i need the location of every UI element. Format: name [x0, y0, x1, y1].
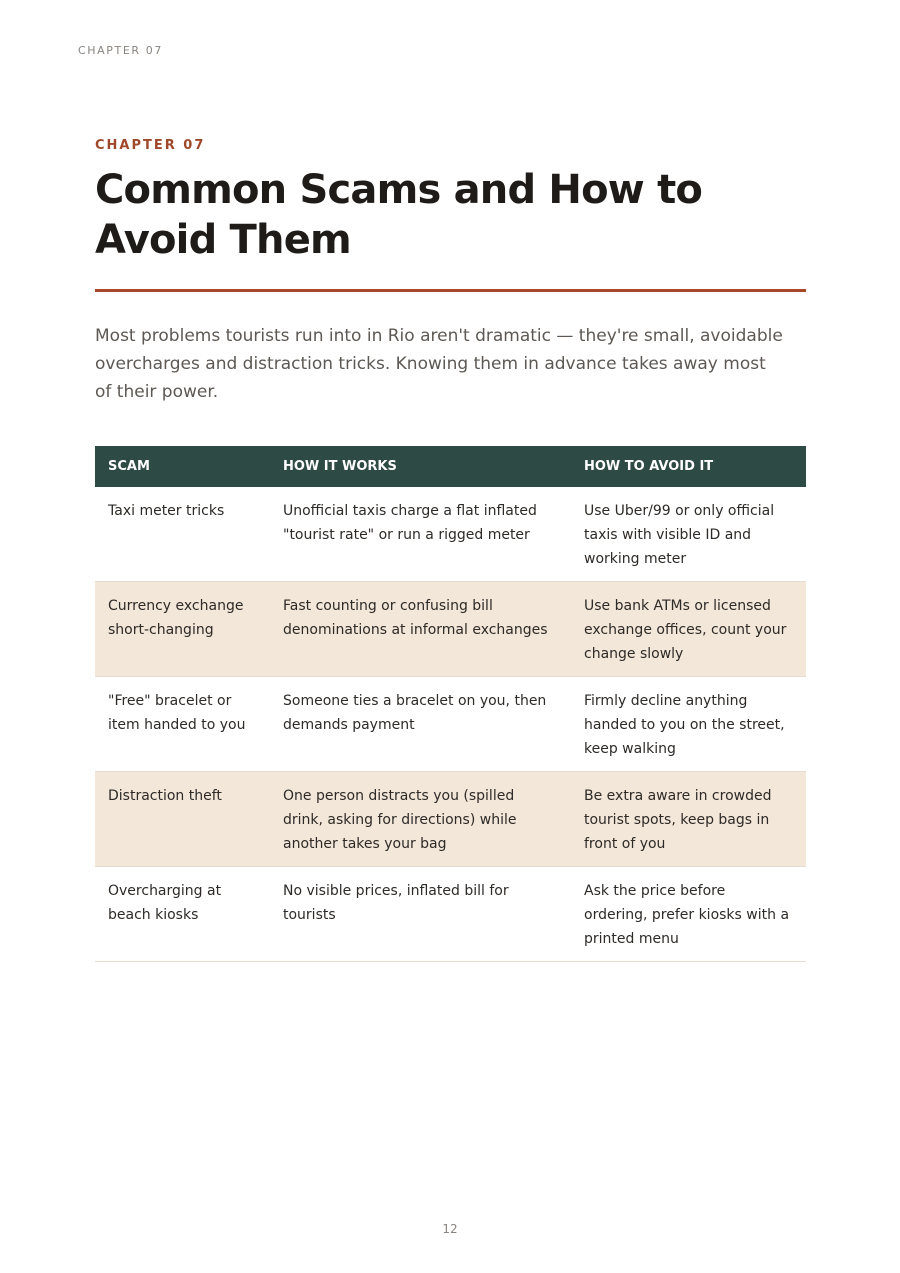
table-row — [95, 487, 806, 582]
page-title: Common Scams and How to Avoid Them — [95, 167, 703, 263]
chapter-content — [95, 138, 806, 962]
avoid-cell: Use Uber/99 or only official taxis with visible ID and working meter — [571, 487, 806, 582]
scam-cell: Taxi meter tricks — [95, 487, 270, 582]
page-number: 12 — [442, 1222, 458, 1236]
scam-cell: Currency exchange short-changing — [95, 582, 270, 677]
intro-paragraph: Most problems tourists run into in Rio aren't dramatic — they're small, avoidable overcharges and distraction tricks. Knowing them in advance takes away most of their power. — [95, 326, 783, 402]
avoid-cell: Firmly decline anything handed to you on the street, keep walking — [571, 677, 806, 772]
scam-cell: Overcharging at beach kiosks — [95, 867, 270, 962]
avoid-cell: Ask the price before ordering, prefer kiosks with a printed menu — [571, 867, 806, 962]
title-divider — [95, 289, 806, 292]
scam-cell: "Free" bracelet or item handed to you — [95, 677, 270, 772]
how-cell: One person distracts you (spilled drink, asking for directions) while another takes your bag — [270, 772, 571, 867]
table-row — [95, 772, 806, 867]
how-cell: Someone ties a bracelet on you, then demands payment — [270, 677, 571, 772]
how-cell: Fast counting or confusing bill denominations at informal exchanges — [270, 582, 571, 677]
how-cell: No visible prices, inflated bill for tourists — [270, 867, 571, 962]
table-row — [95, 582, 806, 677]
table-row — [95, 867, 806, 962]
table-row — [95, 677, 806, 772]
header-how-it-works: HOW IT WORKS — [270, 446, 571, 487]
avoid-cell: Use bank ATMs or licensed exchange offices, count your change slowly — [571, 582, 806, 677]
running-header: CHAPTER 07 — [78, 44, 163, 57]
table-header-row — [95, 446, 806, 487]
avoid-cell: Be extra aware in crowded tourist spots, keep bags in front of you — [571, 772, 806, 867]
header-how-to-avoid: HOW TO AVOID IT — [571, 446, 806, 487]
scam-cell: Distraction theft — [95, 772, 270, 867]
chapter-label: CHAPTER 07 — [95, 138, 206, 153]
how-cell: Unofficial taxis charge a flat inflated "tourist rate" or run a rigged meter — [270, 487, 571, 582]
header-scam: SCAM — [95, 446, 270, 487]
scams-table — [95, 446, 806, 962]
